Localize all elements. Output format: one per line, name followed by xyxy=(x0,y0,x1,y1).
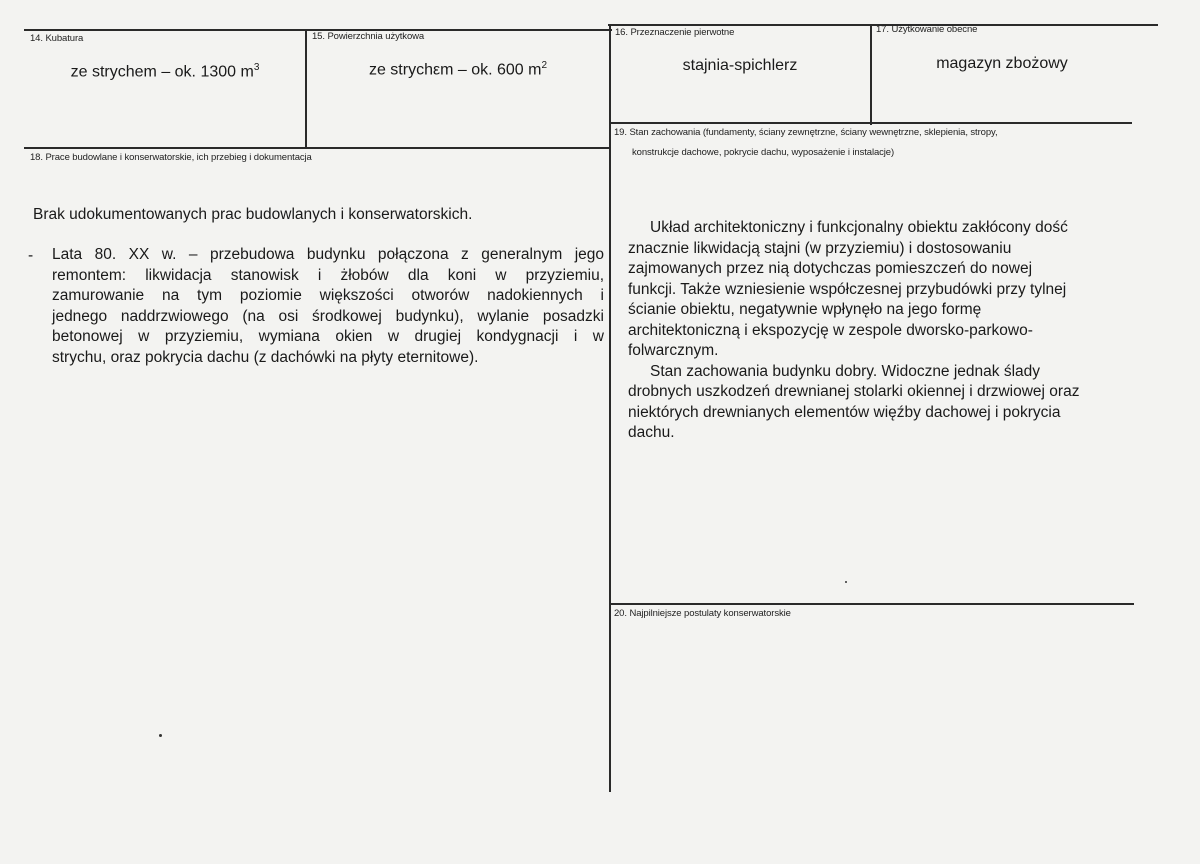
field-20-label: 20. Najpilniejsze postulaty konserwatorskie xyxy=(614,608,791,619)
field-18-label: 18. Prace budowlane i konserwatorskie, ich przebieg i dokumentacja xyxy=(30,152,312,163)
field-15-value-sup: 2 xyxy=(541,60,548,71)
field-19-line: drobnych uszkodzeń drewnianej stolarki okiennej i drzwiowej oraz xyxy=(628,383,1080,400)
field-18-line: zamurowanie na tym poziomie większości otworów nadokiennych i xyxy=(52,287,604,304)
field-14-value-text: ze strychem – ok. 1300 m xyxy=(70,63,254,81)
field-19-line: Stan zachowania budynku dobry. Widoczne jednak ślady xyxy=(650,362,1041,380)
field-19-line: ścianie obiektu, negatywnie wpłynęło na jego formę xyxy=(628,301,982,318)
field-18-line: jednego naddrzwiowego (na osi środkowej budynku), wylanie posadzki xyxy=(52,307,604,325)
field-14-value xyxy=(30,62,300,81)
field-14-value-sup: 3 xyxy=(253,62,260,73)
field-19-line: folwarcznym. xyxy=(628,342,719,359)
field-19-paragraph-1 xyxy=(628,218,1079,444)
field-19-line: zajmowanych przez nią dotychczas pomieszczeń do nowej xyxy=(628,260,1033,277)
field-18-bullet: - xyxy=(28,247,34,264)
field-18-line: remontem: likwidacja stanowisk i żłobów dla koni w przyziemiu, xyxy=(52,266,604,284)
field-15-label: 15. Powierzchnia użytkowa xyxy=(312,31,425,42)
field-19-line: architektoniczną i ekspozycję w zespole dworsko-parkowo- xyxy=(628,321,1033,339)
field-15-value xyxy=(310,60,606,79)
field-19-label-line1: 19. Stan zachowania (fundamenty, ściany zewnętrzne, ściany wewnętrzne, sklepienia, stropy, xyxy=(614,127,998,138)
scan-speck xyxy=(845,581,847,583)
divider-16-17 xyxy=(870,25,872,125)
field-16-label: 16. Przeznaczenie pierwotne xyxy=(615,27,735,38)
field-19-line: znacznie likwidacją stajni (w przyziemiu) i dostosowaniu xyxy=(628,239,1012,257)
field-19-line: niektórych drewnianych elementów więźby dachowej i pokrycia xyxy=(628,403,1061,421)
field-18-text xyxy=(52,245,604,368)
field-15-value-text: ze strychεm – ok. 600 m xyxy=(368,61,542,79)
divider-14-15 xyxy=(305,30,307,148)
field-18-line: betonowej w przyziemiu, wymiana okien w drugiej kondygnacji i w xyxy=(52,328,604,345)
field-18-line: Lata 80. XX w. – przebudowa budynku połączona z generalnym jego xyxy=(52,246,604,263)
divider-center xyxy=(609,25,611,792)
field-16-value: stajnia-spichlerz xyxy=(682,57,798,74)
field-18-intro: Brak udokumentowanych prac budowlanych i konserwatorskich. xyxy=(33,206,473,223)
rule-under-14-15 xyxy=(24,147,610,149)
field-19-label-line2: konstrukcje dachowe, pokrycie dachu, wyposażenie i instalacje) xyxy=(632,147,895,158)
field-19-line: funkcji. Także wzniesienie współczesnej przybudówki przy tylnej xyxy=(628,280,1067,298)
rule-under-16-17 xyxy=(610,122,1132,124)
field-19-line: dachu. xyxy=(628,424,675,441)
scan-speck xyxy=(159,734,162,737)
field-14-label: 14. Kubatura xyxy=(30,33,84,44)
rule-field-20 xyxy=(610,603,1134,605)
field-18-line: strychu, oraz pokrycia dachu (z dachówki na płyty eternitowe). xyxy=(52,348,479,366)
field-19-line: Układ architektoniczny i funkcjonalny obiektu zakłócony dość xyxy=(650,219,1068,236)
field-17-value: magazyn zbożowy xyxy=(936,55,1068,72)
field-17-label: 17. Użytkowanie obecne xyxy=(876,24,978,35)
